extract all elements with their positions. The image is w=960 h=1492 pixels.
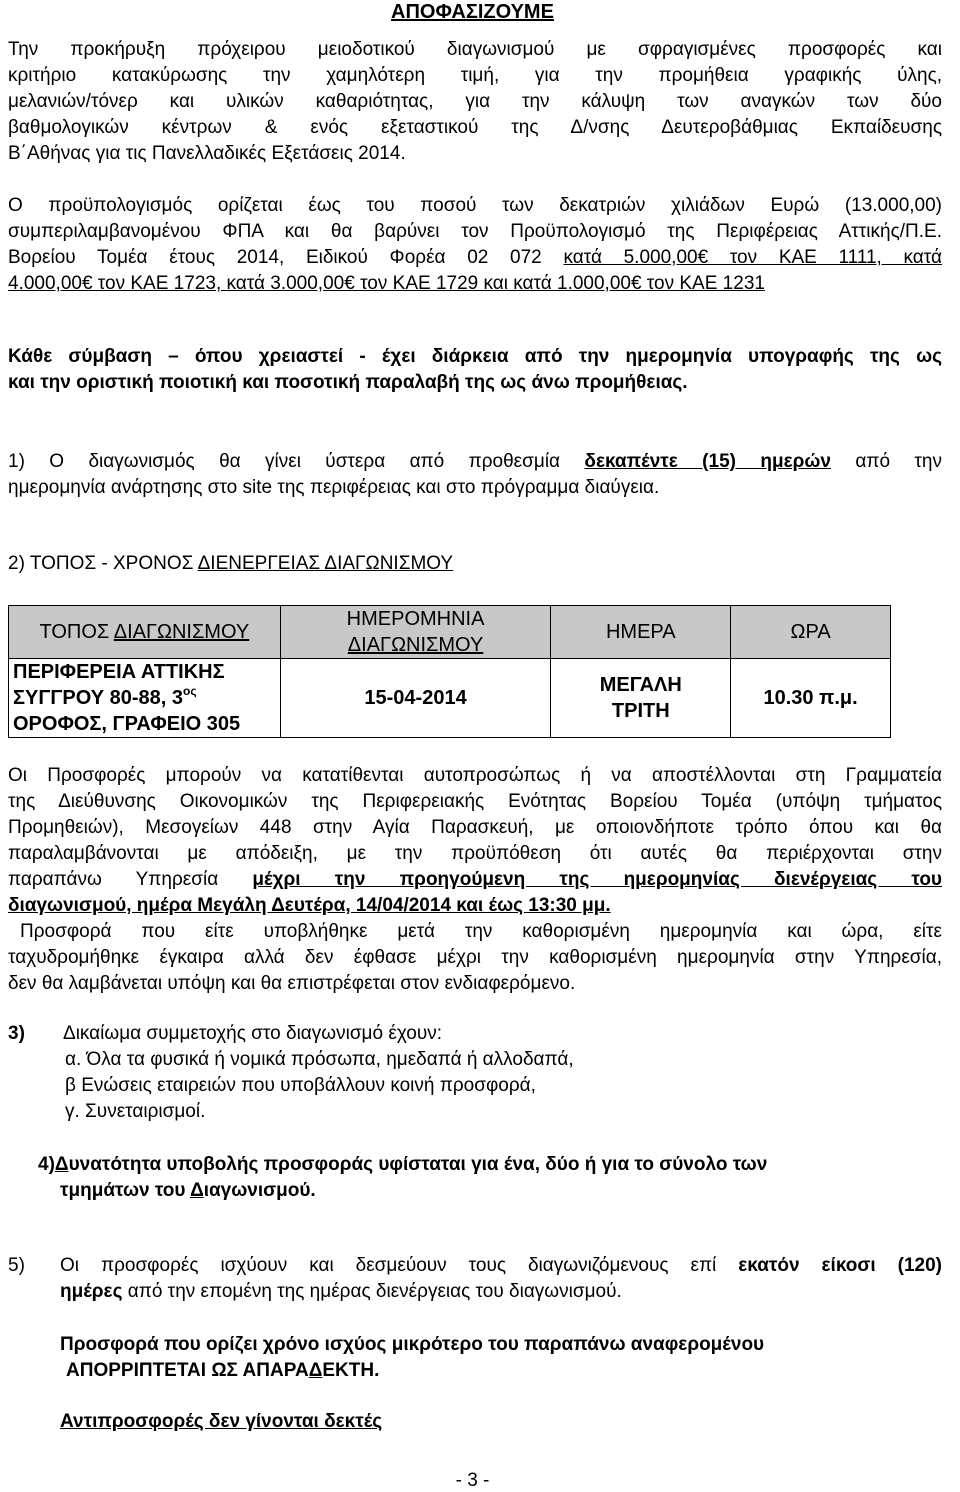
point-3-title: Δικαίωμα συμμετοχής στο διαγωνισμό έχουν:: [63, 1023, 443, 1044]
point-1-text: 1) Ο διαγωνισμός θα γίνει ύστερα από προθεσμία: [8, 451, 585, 472]
point-1: [8, 449, 942, 501]
late-offers-paragraph: [8, 919, 942, 997]
late-offers-line: Προσφορά που είτε υποβλήθηκε μετά την καθορισμένη ημερομηνία και ώρα, είτε: [20, 921, 942, 942]
point-1-line: ημερομηνία ανάρτησης στο site της περιφέρειας και στο πρόγραμμα διαύγεια.: [8, 477, 660, 498]
point-3-item: β Ενώσεις εταιρειών που υποβάλλουν κοινή προσφορά,: [65, 1075, 536, 1096]
budget-allocation: 4.000,00€ τον ΚΑΕ 1723, κατά 3.000,00€ τον ΚΑΕ 1729 και κατά 1.000,00€ τον ΚΑΕ 1231: [8, 273, 765, 294]
intro-line: κριτήριο κατακύρωσης την χαμηλότερη τιμή, για την προμήθεια γραφικής ύλης,: [8, 65, 942, 86]
point-1-line: [8, 449, 942, 475]
header-time: ΩΡΑ: [731, 606, 891, 659]
point-2-prefix: 2) ΤΟΠΟΣ - ΧΡΟΝΟΣ: [8, 553, 198, 574]
point-3: [8, 1021, 574, 1125]
budget-allocation: κατά 5.000,00€ τον ΚΑΕ 1111, κατά: [563, 247, 942, 268]
point-5-line: 5) Οι προσφορές ισχύουν και δεσμεύουν τους διαγωνιζόμενους επί εκατόν είκοσι (120): [8, 1253, 942, 1279]
point-2-title: [8, 551, 453, 577]
budget-paragraph: [8, 193, 942, 297]
cell-time: 10.30 π.μ.: [731, 659, 891, 738]
point-3-item: γ. Συνεταιρισμοί.: [65, 1101, 206, 1122]
offers-line: Οι Προσφορές μπορούν να κατατίθενται αυτοπροσώπως ή να αποστέλλονται στη Γραμματεία: [8, 765, 942, 786]
header-date: ΗΜΕΡΟΜΗΝΙΑ ΔΙΑΓΩΝΙΣΜΟΥ: [280, 606, 551, 659]
budget-line: Ο προϋπολογισμός ορίζεται έως του ποσού των δεκατριών χιλιάδων Ευρώ (13.000,00): [8, 195, 942, 216]
offers-line: παραλαμβάνονται με απόδειξη, με την προϋπόθεση ότι αυτές θα περιέρχονται στην: [8, 843, 942, 864]
contract-note-line: και την οριστική ποιοτική και ποσοτική παραλαβή της ως άνω προμήθειας.: [8, 372, 688, 393]
point-5: [8, 1253, 942, 1305]
contract-note-line: Κάθε σύμβαση – όπου χρειαστεί - έχει διάρκεια από την ημερομηνία υπογραφής της ως: [8, 346, 942, 367]
cell-place: ΠΕΡΙΦΕΡΕΙΑ ΑΤΤΙΚΗΣ ΣΥΓΓΡΟΥ 80-88, $3^{o\varsigma}$ ΟΡΟΦΟΣ, ΓΡΑΦΕΙΟ 305: [9, 659, 281, 738]
submission-deadline: διαγωνισμού, ημέρα Μεγάλη Δευτέρα, 14/04/2014 και έως 13:30 μμ.: [8, 895, 611, 916]
point-5-line: ημέρες από την επομένη της ημέρας διενέργειας του διαγωνισμού.: [60, 1281, 622, 1302]
cell-day: ΜΕΓΑΛΗ ΤΡΙΤΗ: [551, 659, 731, 738]
rejection-note: Προσφορά που ορίζει χρόνο ισχύος μικρότερο του παραπάνω αναφερομένου ΑΠΟΡΡΙΠΤΕΤΑΙ ΩΣ ΑΠΑΡΑΔΕΚΤΗ.: [60, 1334, 765, 1381]
page-number: - 3 -: [455, 1470, 490, 1491]
offers-line: παραπάνω Υπηρεσία μέχρι την προηγούμενη της ημερομηνίας διενέργειας του: [8, 869, 942, 890]
point-3-number: 3): [8, 1023, 25, 1044]
offers-line: της Διεύθυνσης Οικονομικών της Περιφερειακής Ενότητας Βορείου Τομέα (υπόψη τμήματος: [8, 791, 942, 812]
point-1-text: από την: [830, 451, 942, 472]
submission-deadline: μέχρι την προηγούμενη της ημερομηνίας διενέργειας του: [252, 869, 942, 890]
point-3-item: α. Όλα τα φυσικά ή νομικά πρόσωπα, ημεδαπά ή αλλοδαπά,: [65, 1049, 574, 1070]
budget-line: [8, 245, 942, 271]
intro-line: βαθμολογικών κέντρων & ενός εξεταστικού της Δ/νσης Δευτεροβάθμιας Εκπαίδευσης: [8, 117, 942, 138]
deadline-days: δεκαπέντε (15) ημερών: [584, 451, 831, 472]
budget-line: συμπεριλαμβανομένου ΦΠΑ και θα βαρύνει τον Προϋπολογισμό της Περιφέρειας Αττικής/Π.Ε.: [8, 221, 942, 242]
validity-period: εκατόν είκοσι (120): [738, 1255, 942, 1276]
point-2-underlined: ΔΙΕΝΕΡΓΕΙΑΣ ΔΙΑΓΩΝΙΣΜΟΥ: [197, 553, 454, 574]
offers-line: Προμηθειών), Μεσογείων 448 στην Αγία Παρασκευή, με οποιονδήποτε τρόπο όπου και θα: [8, 817, 942, 838]
header-day: ΗΜΕΡΑ: [551, 606, 731, 659]
point-5-number: 5): [8, 1255, 25, 1276]
late-offers-line: ταχυδρομήθηκε έγκαιρα αλλά δεν έφθασε μέχρι την καθορισμένη ημερομηνία στην Υπηρεσία,: [8, 947, 942, 968]
point-4: 4)Δυνατότητα υποβολής προσφοράς υφίσταται για ένα, δύο ή για το σύνολο των τμημάτων του Διαγωνισμού.: [38, 1154, 768, 1201]
contract-note: [8, 344, 942, 396]
offers-paragraph: [8, 763, 942, 919]
intro-line: Την προκήρυξη πρόχειρου μειοδοτικού διαγωνισμού με σφραγισμένες προσφορές και: [8, 39, 942, 60]
intro-line: μελανιών/τόνερ και υλικών καθαριότητας, για την κάλυψη των αναγκών των δύο: [8, 91, 942, 112]
tender-table: [8, 605, 891, 738]
late-offers-line: δεν θα λαμβάνεται υπόψη και θα επιστρέφεται στον ενδιαφερόμενο.: [8, 973, 576, 994]
table-header-row: [9, 606, 891, 659]
header-place: ΤΟΠΟΣ ΔΙΑΓΩΝΙΣΜΟΥ: [9, 606, 281, 659]
table-row: [9, 659, 891, 738]
intro-line: Β΄Αθήνας για τις Πανελλαδικές Εξετάσεις 2014.: [8, 143, 406, 164]
point-3-title-line: [8, 1021, 574, 1047]
counter-offers-note: Αντιπροσφορές δεν γίνονται δεκτές: [60, 1411, 383, 1432]
page-heading: ΑΠΟΦΑΣΙΖΟΥΜΕ: [391, 1, 554, 23]
intro-paragraph: [8, 37, 942, 167]
budget-line-text: Βορείου Τομέα έτους 2014, Ειδικού Φορέα 02 072: [8, 247, 564, 268]
cell-date: 15-04-2014: [280, 659, 551, 738]
